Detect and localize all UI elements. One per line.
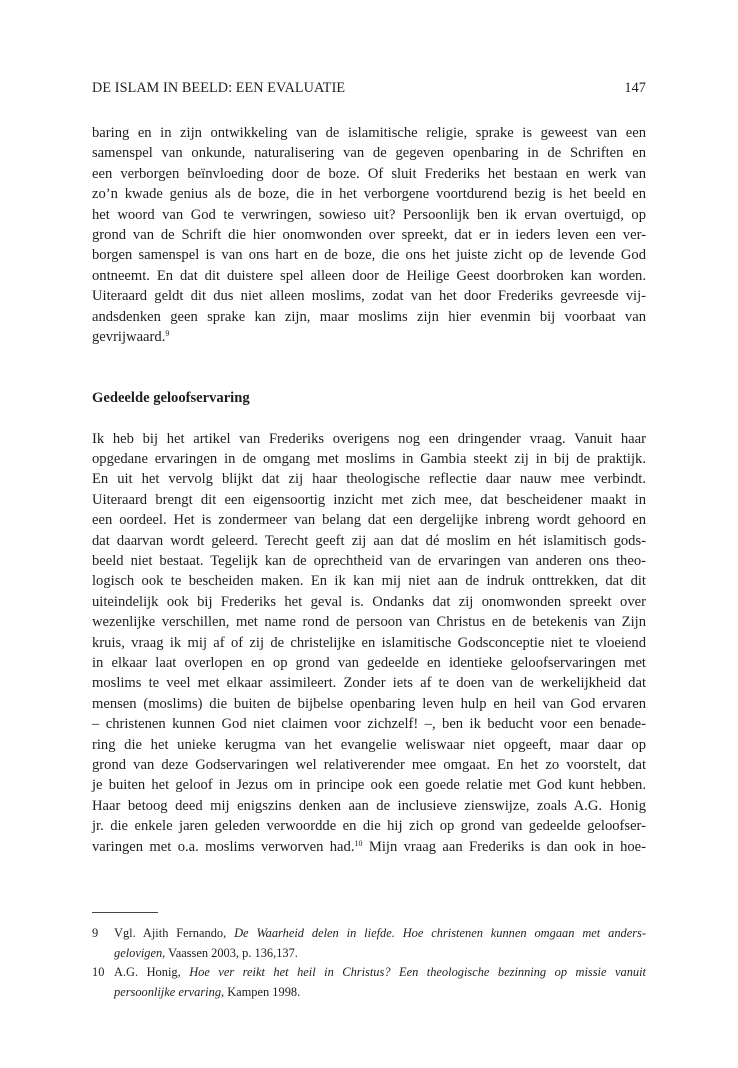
text-line: andsdenken geen sprake kan zijn, maar moslims zijn hier evenmin bij voorbaat van (92, 308, 646, 325)
footnote-rule (92, 912, 158, 913)
running-head-title: DE ISLAM IN BEELD: EEN EVALUATIE (92, 80, 346, 96)
paragraph-2-last-text-a: varingen met o.a. moslims verworven had. (92, 838, 355, 855)
text-line: mensen (moslims) die buiten de bijbelse openbaring leven hulp en heil van God ervaren (92, 695, 646, 712)
text-line: beeld niet bestaat. Tegelijk kan de oprechtheid van de ervaringen van anderen ons theo- (92, 553, 646, 570)
text-line: opgedane ervaringen in de omgang met moslims in Gambia steekt zij in bij de praktijk. (92, 451, 646, 468)
text-line: moslims te veel met elkaar assimileert. Zonder iets af te doen van de werkelijkheid dat (92, 675, 646, 692)
footnote-title: persoonlijke ervaring (114, 984, 222, 999)
paragraph-1 (92, 123, 646, 327)
footnote-9 (92, 924, 646, 963)
text-line: zo’n kwade genius als de boze, die in het verborgene voortdurend bezig is het beeld en (92, 186, 646, 203)
text-line: grond van deze Godservaringen wel relativerender mee omgaat. En het zo voorstelt, dat (92, 756, 646, 773)
text-line: jr. die enkele jaren geleden verwoordde en die hij zich op grond van gedeelde geloofser- (92, 818, 646, 835)
text-line: kruis, vraag ik mij af of zij de christelijke en islamitische Godsconceptie niet te vloeiend (92, 634, 646, 651)
paragraph-2-last-line (92, 837, 646, 857)
footnote-line (114, 924, 646, 944)
text-line: En uit het vervolg blijkt dat zij haar theologische reflectie daar nauw mee verbindt. (92, 471, 646, 488)
text-line: het woord van God te verwringen, sowieso uit? Persoonlijk ben ik ervan overtuigd, op (92, 206, 646, 223)
running-head (92, 79, 646, 97)
footnote-10 (92, 963, 646, 1002)
section-heading: Gedeelde geloofservaring (92, 390, 250, 407)
text-line: baring en in zijn ontwikkeling van de islamitische religie, sprake is geweest van een (92, 125, 646, 141)
paragraph-2 (92, 429, 646, 837)
text-line: je buiten het geloof in Jezus om in principe ook een goede relatie met God kunt hebben. (92, 777, 646, 794)
footnote-text: A.G. Honig, (114, 965, 190, 980)
text-line: Uiteraard geldt dit dus niet alleen moslims, zodat van het door Frederiks gevreesde vij- (92, 288, 646, 305)
text-line: Uiteraard brengt dit een eigensoortig inzicht met zich mee, dat bescheidener maakt in (92, 491, 646, 508)
text-line: Ik heb bij het artikel van Frederiks overigens nog een dringender vraag. Vanuit haar (92, 430, 646, 447)
footnote-line (114, 983, 646, 1003)
footnote-line (114, 963, 646, 983)
text-line: een oordeel. Het is zondermeer van belang dat een dergelijke inbreng wordt gehoord en (92, 512, 646, 529)
footnote-text: , Kampen 1998. (221, 984, 301, 999)
paragraph-1-last-line (92, 327, 646, 347)
text-line: grond van de Schrift die hier onomwonden over spreekt, dat er in ieders leven een ver- (92, 226, 646, 243)
footnote-number: 10 (92, 965, 105, 980)
footnote-ref-10: 10 (354, 838, 363, 848)
text-line: Haar betoog deed mij enigszins denken aan de inclusieve zienswijze, zoals A.G. Honig (92, 797, 646, 814)
page-number: 147 (624, 80, 646, 96)
text-line: ring die het unieke kerugma van het evangelie weliswaar niet opgeeft, maar daar op (92, 736, 646, 753)
text-line: samenspel van onkunde, naturalisering van de gegeven openbaring in de Schriften en (92, 145, 646, 162)
paragraph-2-last-text-b: Mijn vraag aan Frederiks is dan ook in hoe- (362, 838, 646, 855)
paragraph-1-last-text: gevrijwaard. (92, 328, 166, 345)
footnote-text: Vgl. Ajith Fernando, (114, 926, 235, 940)
footnotes (92, 924, 646, 1002)
text-line: in elkaar laat overlopen en op grond van gedeelde en identieke geloofservaringen met (92, 654, 646, 671)
text-line: dat daarvan wordt geleerd. Terecht geeft zij aan dat dé moslim en hét islamitisch gods- (92, 532, 646, 549)
footnote-title: Hoe ver reikt het heil in Christus? Een theologische bezinning op missie vanuit (189, 965, 646, 980)
footnote-text: , Vaassen 2003, p. 136,137. (162, 945, 298, 960)
body-text (92, 123, 646, 857)
text-line: borgen samenspel is van ons hart en de boze, die ons het juiste zicht op de levende God (92, 247, 646, 264)
text-line: logisch ook te bescheiden maken. En ik kan mij niet aan de indruk onttrekken, dat dit (92, 573, 646, 590)
footnote-ref-9: 9 (165, 328, 170, 338)
text-line: ontneemt. En dat dit duistere spel alleen door de Heilige Geest doorbroken kan worden. (92, 267, 646, 284)
footnote-line (114, 944, 646, 964)
text-line: wezenlijke verschillen, met name rond de persoon van Christus en de betekenis van Zijn (92, 614, 646, 631)
text-line: een verborgen beïnvloeding door de boze. Of sluit Frederiks het bestaan en werk van (92, 165, 646, 182)
footnote-title: gelovigen (114, 945, 163, 960)
footnote-title: De Waarheid delen in liefde. Hoe christenen kunnen omgaan met anders- (234, 926, 646, 940)
text-line: – christenen kunnen God niet claimen voor zichzelf! –, ben ik beducht voor een benade- (92, 716, 646, 733)
text-line: uiteindelijk ook bij Frederiks het geval is. Ondanks dat zij onomwonden spreekt over (92, 593, 646, 610)
footnote-number: 9 (92, 926, 99, 940)
